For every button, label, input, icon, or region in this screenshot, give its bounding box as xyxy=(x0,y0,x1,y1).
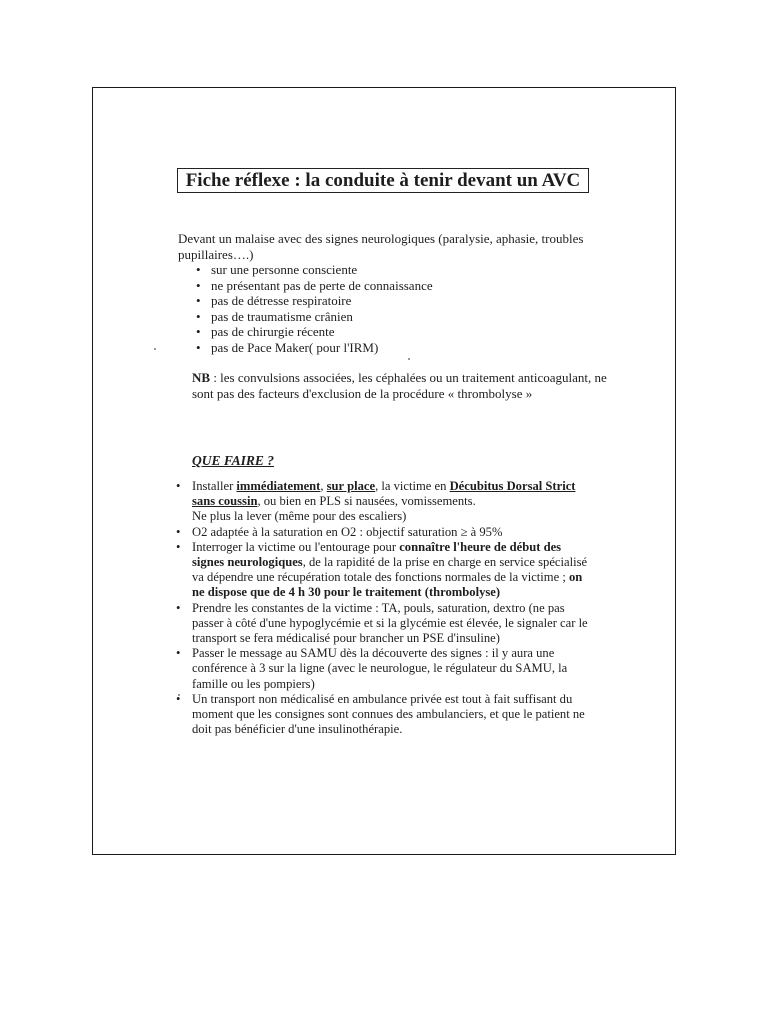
list-item: • pas de chirurgie récente xyxy=(196,324,433,340)
action-subline: Ne plus la lever (même pour des escaliers) xyxy=(192,509,407,524)
action-item-installer xyxy=(176,479,596,525)
action-text: Prendre les constantes de la victime : TA, pouls, saturation, dextro (ne pas passer à côté d'une hypoglycémie et si la glycémie est élevée, le signaler car le transport se fera médicalisé pour brancher un PSE d'insuline) xyxy=(192,600,588,646)
list-item: • pas de Pace Maker( pour l'IRM) xyxy=(196,340,433,356)
section-heading-que-faire: QUE FAIRE ? xyxy=(192,453,275,468)
action-emphasis: on ne dispose que de 4 h 30 pour le traitement (thrombolyse) xyxy=(192,570,583,600)
action-text: , xyxy=(320,479,327,493)
action-text: Interroger la victime ou l'entourage pour xyxy=(192,539,400,554)
action-text: Un transport non médicalisé en ambulance privée est tout à fait suffisant du moment que les consignes sont connues des ambulanciers, et que le patient ne doit pas bénéficier d'une insulinothérapie. xyxy=(192,691,585,737)
action-emphasis: immédiatement xyxy=(236,479,321,493)
action-item-transport xyxy=(176,692,596,738)
intro-paragraph: Devant un malaise avec des signes neurologiques (paralysie, aphasie, troubles pupillaires….) xyxy=(178,231,584,262)
action-text: Installer xyxy=(192,479,237,493)
action-item-interroger xyxy=(176,540,596,601)
nb-text: : les convulsions associées, les céphalées ou un traitement anticoagulant, ne sont pas des facteurs d'exclusion de la procédure « thrombolyse » xyxy=(192,370,607,401)
list-item: • pas de détresse respiratoire xyxy=(196,293,433,309)
action-text: , la victime en xyxy=(375,479,450,493)
action-emphasis: Décubitus Dorsal Strict xyxy=(449,479,576,493)
action-text: , ou bien en PLS si nausées, vomissements. xyxy=(257,494,476,509)
page-border xyxy=(92,87,676,855)
list-item: • pas de traumatisme crânien xyxy=(196,309,433,325)
list-item: • ne présentant pas de perte de connaissance xyxy=(196,278,433,294)
document-title: Fiche réflexe : la conduite à tenir devant un AVC xyxy=(177,168,589,193)
nb-label: NB xyxy=(192,370,211,385)
action-emphasis: sur place xyxy=(326,479,376,493)
scan-speck xyxy=(154,348,156,350)
criteria-list xyxy=(196,262,433,355)
scan-speck xyxy=(408,358,410,360)
scan-speck xyxy=(178,694,180,696)
action-item-constantes xyxy=(176,601,596,647)
action-emphasis: sans coussin xyxy=(192,494,258,509)
list-item: • sur une personne consciente xyxy=(196,262,433,278)
action-item-oxygen xyxy=(176,525,596,540)
action-text: O2 adaptée à la saturation en O2 : objectif saturation ≥ à 95% xyxy=(192,524,503,539)
nb-note xyxy=(192,370,612,402)
action-emphasis: connaître l'heure de début des signes neurologiques xyxy=(192,539,562,570)
action-text: Passer le message au SAMU dès la découverte des signes : il y aura une conférence à 3 sur la ligne (avec le neurologue, le régulateur du SAMU, la famille ou les pompiers) xyxy=(192,646,568,691)
actions-list xyxy=(176,479,596,737)
action-text: , de la rapidité de la prise en charge en service spécialisé va dépendre une récupération totale des fonctions normales de la victime ; xyxy=(192,555,588,585)
action-item-samu xyxy=(176,646,596,692)
